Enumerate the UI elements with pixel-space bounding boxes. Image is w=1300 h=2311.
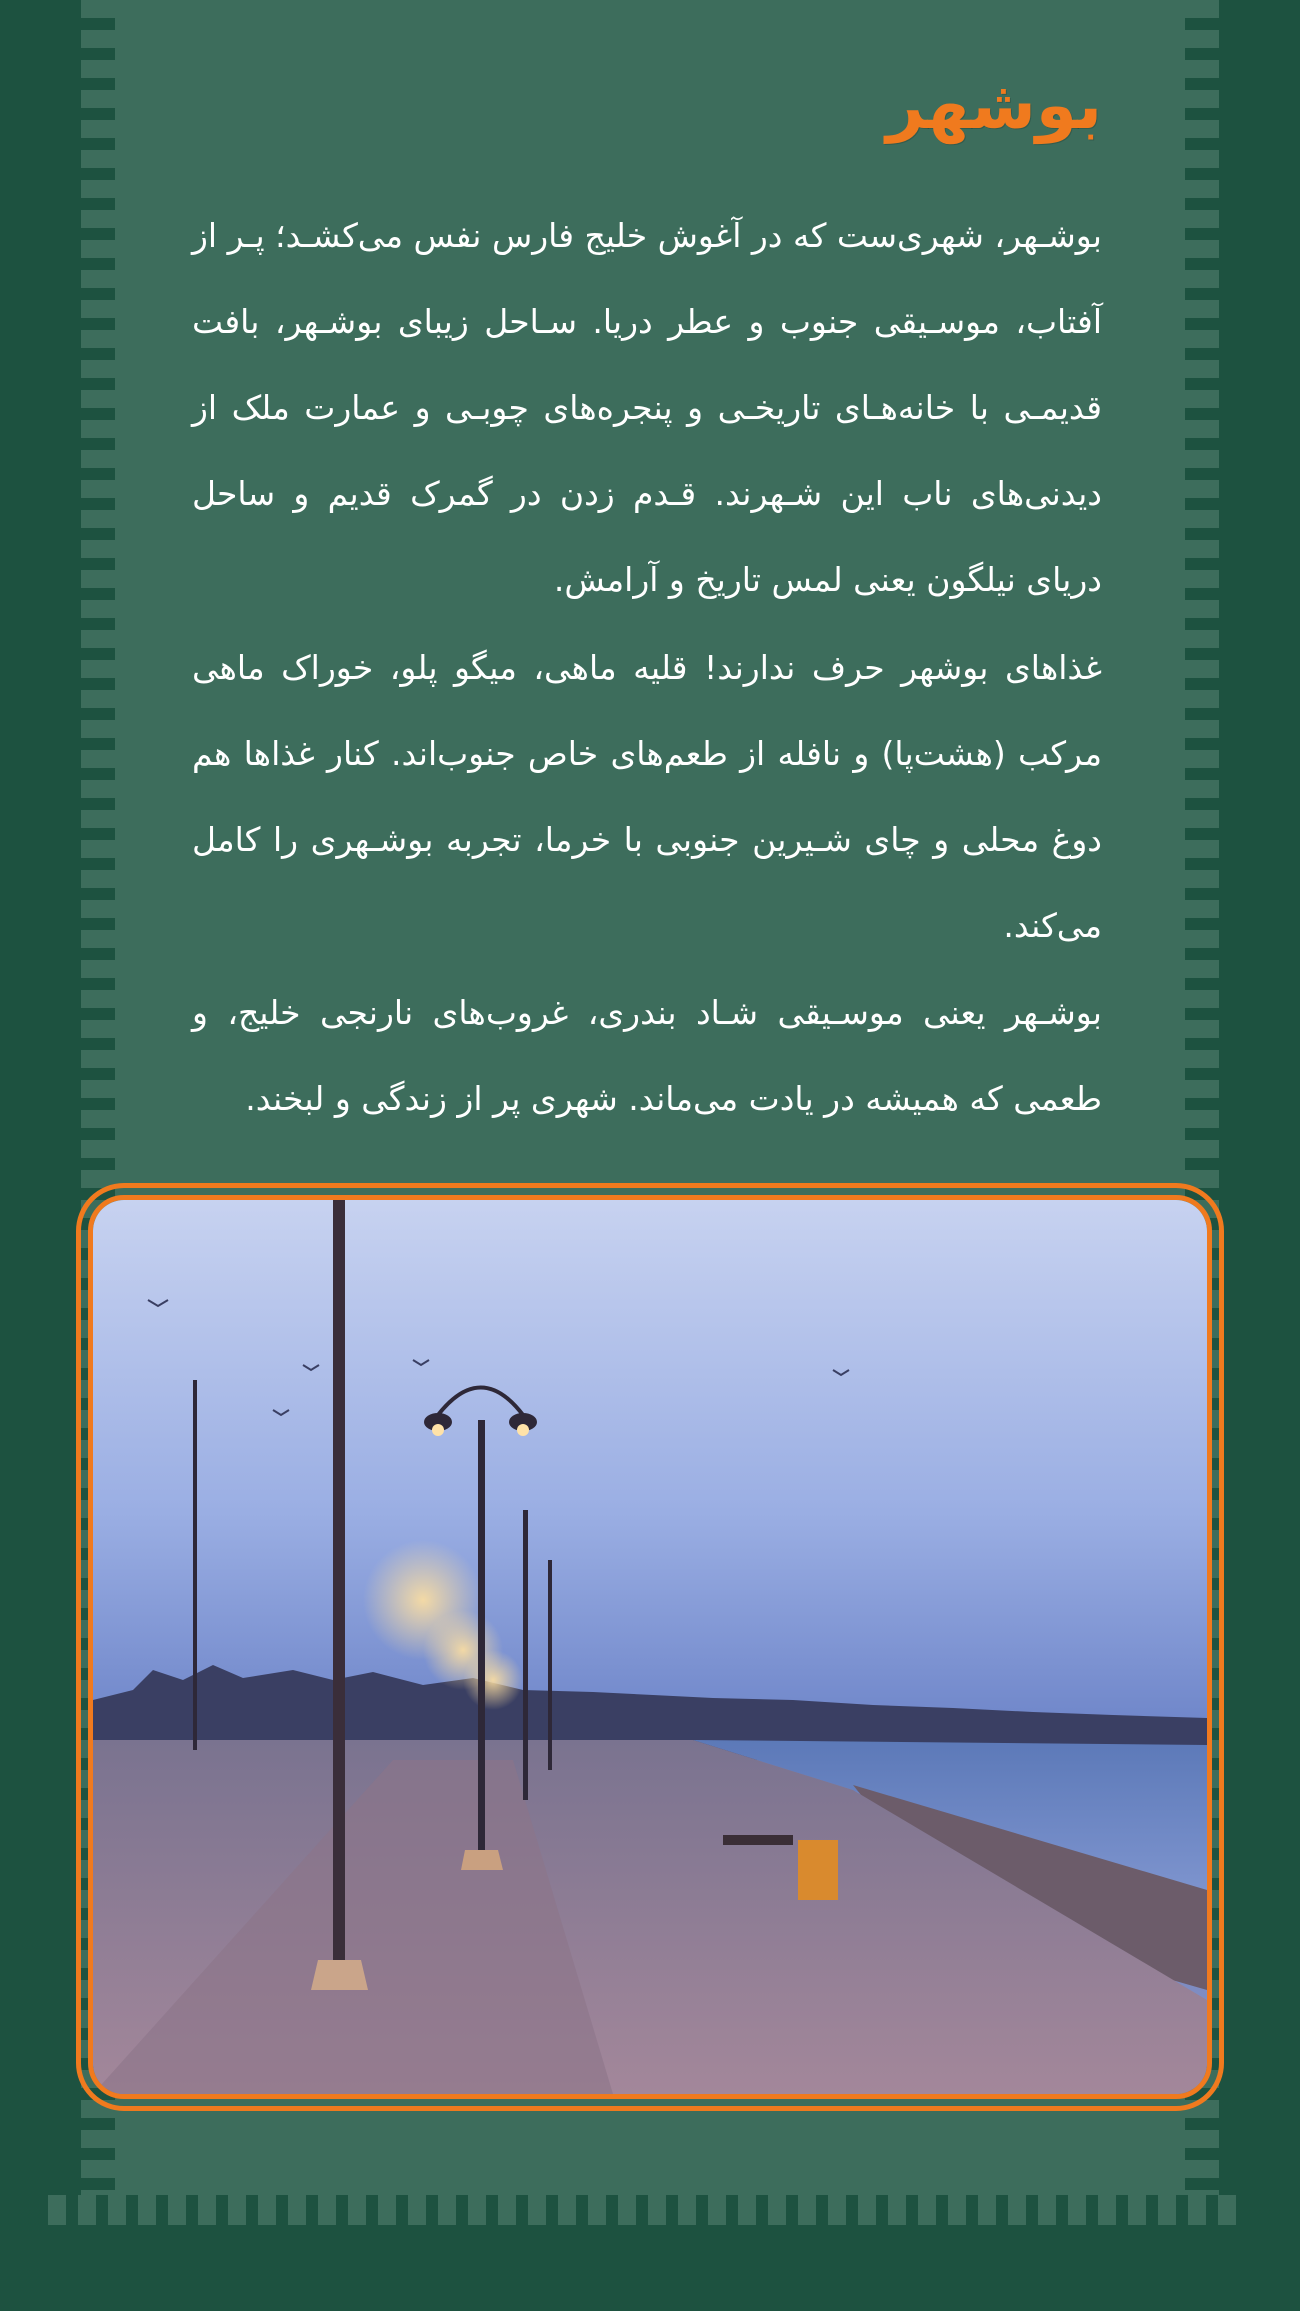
paragraph-intro: بوشـهر، شهری‌ست که در آغوش خلیج فارس نفس می‌کشـد؛ پـر از آفتاب، موسـیقی جنوب و عطر دریا. سـاحل زیبای بوشـهر، بافت قدیمـی با خانه‌هـای تاریخـی و پنجره‌های چوبـی و عمارت ملک از دیدنی‌های ناب این شـهرند. قـدم زدن در گمرک قدیم و ساحل دریای نیلگون یعنی لمس تاریخ و آرامش. bbox=[192, 216, 1102, 599]
promenade-illustration bbox=[93, 1200, 1207, 2094]
paragraph-food: غذاهای بوشهر حرف ندارند! قلیه ماهی، میگو پلو، خوراک ماهی مرکب (هشت‌پا) و نافله از طعم‌های خاص جنوب‌اند. کنار غذاها هم دوغ محلی و چای شـیرین جنوبی با خرما، تجربه بوشـهری را کامل می‌کند. bbox=[192, 648, 1102, 945]
seaside-promenade-photo bbox=[88, 1195, 1212, 2099]
serrated-edge-bottom bbox=[48, 2195, 1238, 2225]
page-title: بوشهر bbox=[886, 67, 1102, 144]
photo-frame bbox=[76, 1183, 1224, 2111]
paragraph-summary: بوشـهر یعنی موسـیقی شـاد بندری، غروب‌های نارنجی خلیج، و طعمی که همیشه در یادت می‌ماند. شهری پر از زندگی و لبخند. bbox=[192, 993, 1102, 1118]
